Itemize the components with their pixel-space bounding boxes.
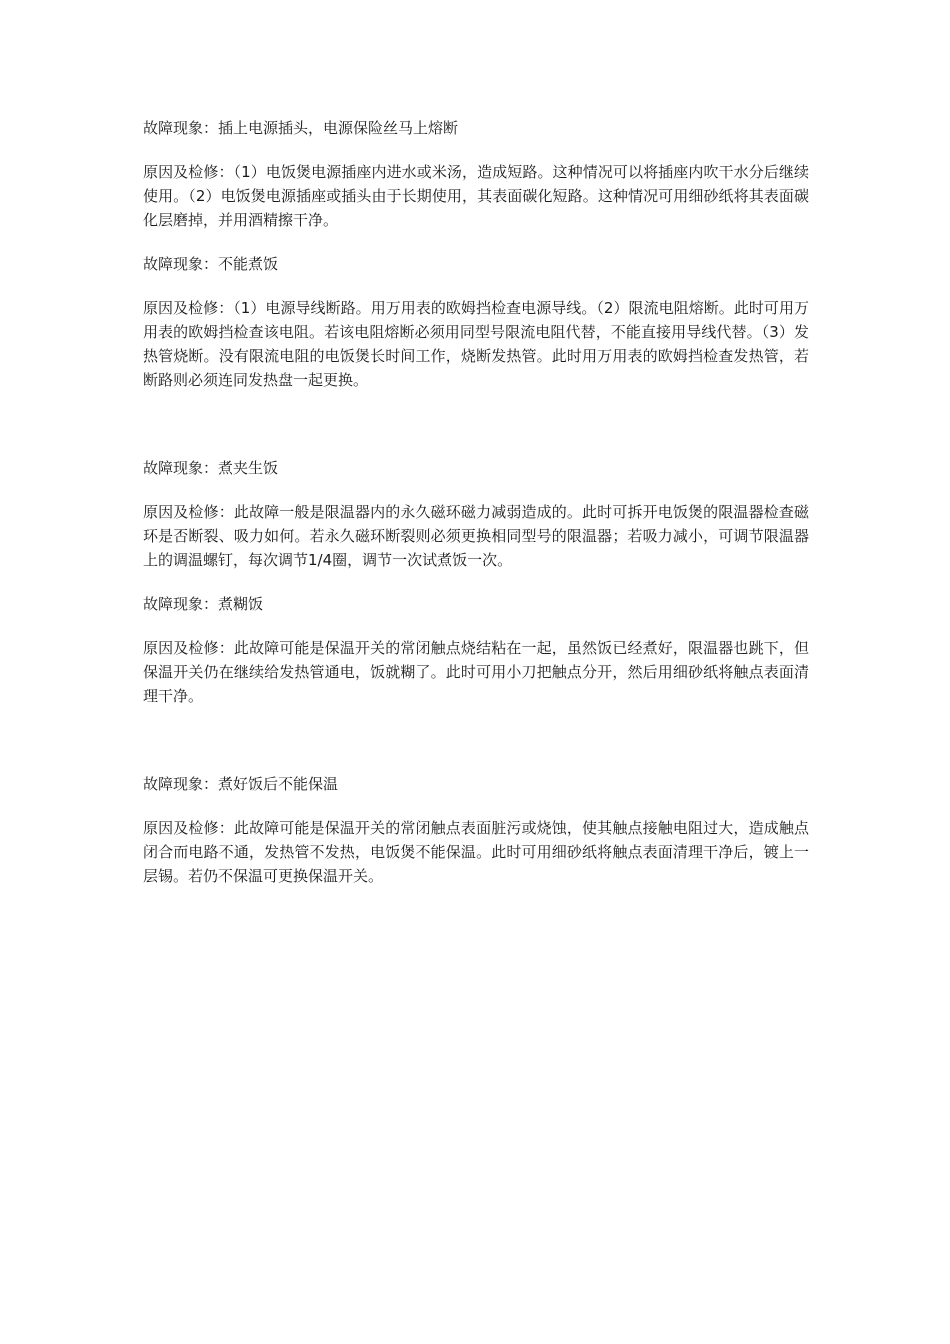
document-page xyxy=(143,116,809,908)
repair-method-5: 原因及检修：此故障可能是保温开关的常闭触点表面脏污或烧蚀，使其触点接触电阻过大，造成触点闭合而电路不通，发热管不发热，电饭煲不能保温。此时可用细砂纸将触点表面清理干净后，镀上一层锡。若仍不保温可更换保温开关。 xyxy=(143,819,809,885)
repair-method-3: 原因及检修：此故障一般是限温器内的永久磁环磁力减弱造成的。此时可拆开电饭煲的限温器检查磁环是否断裂、吸力如何。若永久磁环断裂则必须更换相同型号的限温器；若吸力减小，可调节限温器上的调温螺钉，每次调节1/4圈，调节一次试煮饭一次。 xyxy=(143,503,809,569)
section-spacer xyxy=(143,412,809,456)
fault-symptom-4: 故障现象：煮糊饭 xyxy=(143,595,264,613)
fault-symptom-1: 故障现象：插上电源插头，电源保险丝马上熔断 xyxy=(143,119,459,137)
repair-method-4: 原因及检修：此故障可能是保温开关的常闭触点烧结粘在一起，虽然饭已经煮好，限温器也跳下，但保温开关仍在继续给发热管通电，饭就糊了。此时可用小刀把触点分开，然后用细砂纸将触点表面清理干净。 xyxy=(143,639,809,705)
repair-method-1: 原因及检修：（1）电饭煲电源插座内进水或米汤，造成短路。这种情况可以将插座内吹干水分后继续使用。（2）电饭煲电源插座或插头由于长期使用，其表面碳化短路。这种情况可用细砂纸将其表面碳化层磨掉，并用酒精擦干净。 xyxy=(143,163,809,229)
section-spacer xyxy=(143,728,809,772)
fault-symptom-5: 故障现象：煮好饭后不能保温 xyxy=(143,775,339,793)
repair-method-2: 原因及检修：（1）电源导线断路。用万用表的欧姆挡检查电源导线。（2）限流电阻熔断。此时可用万用表的欧姆挡检查该电阻。若该电阻熔断必须用同型号限流电阻代替，不能直接用导线代替。（3）发热管烧断。没有限流电阻的电饭煲长时间工作，烧断发热管。此时用万用表的欧姆挡检查发热管，若断路则必须连同发热盘一起更换。 xyxy=(143,299,809,389)
fault-symptom-2: 故障现象：不能煮饭 xyxy=(143,255,279,273)
fault-symptom-3: 故障现象：煮夹生饭 xyxy=(143,459,279,477)
